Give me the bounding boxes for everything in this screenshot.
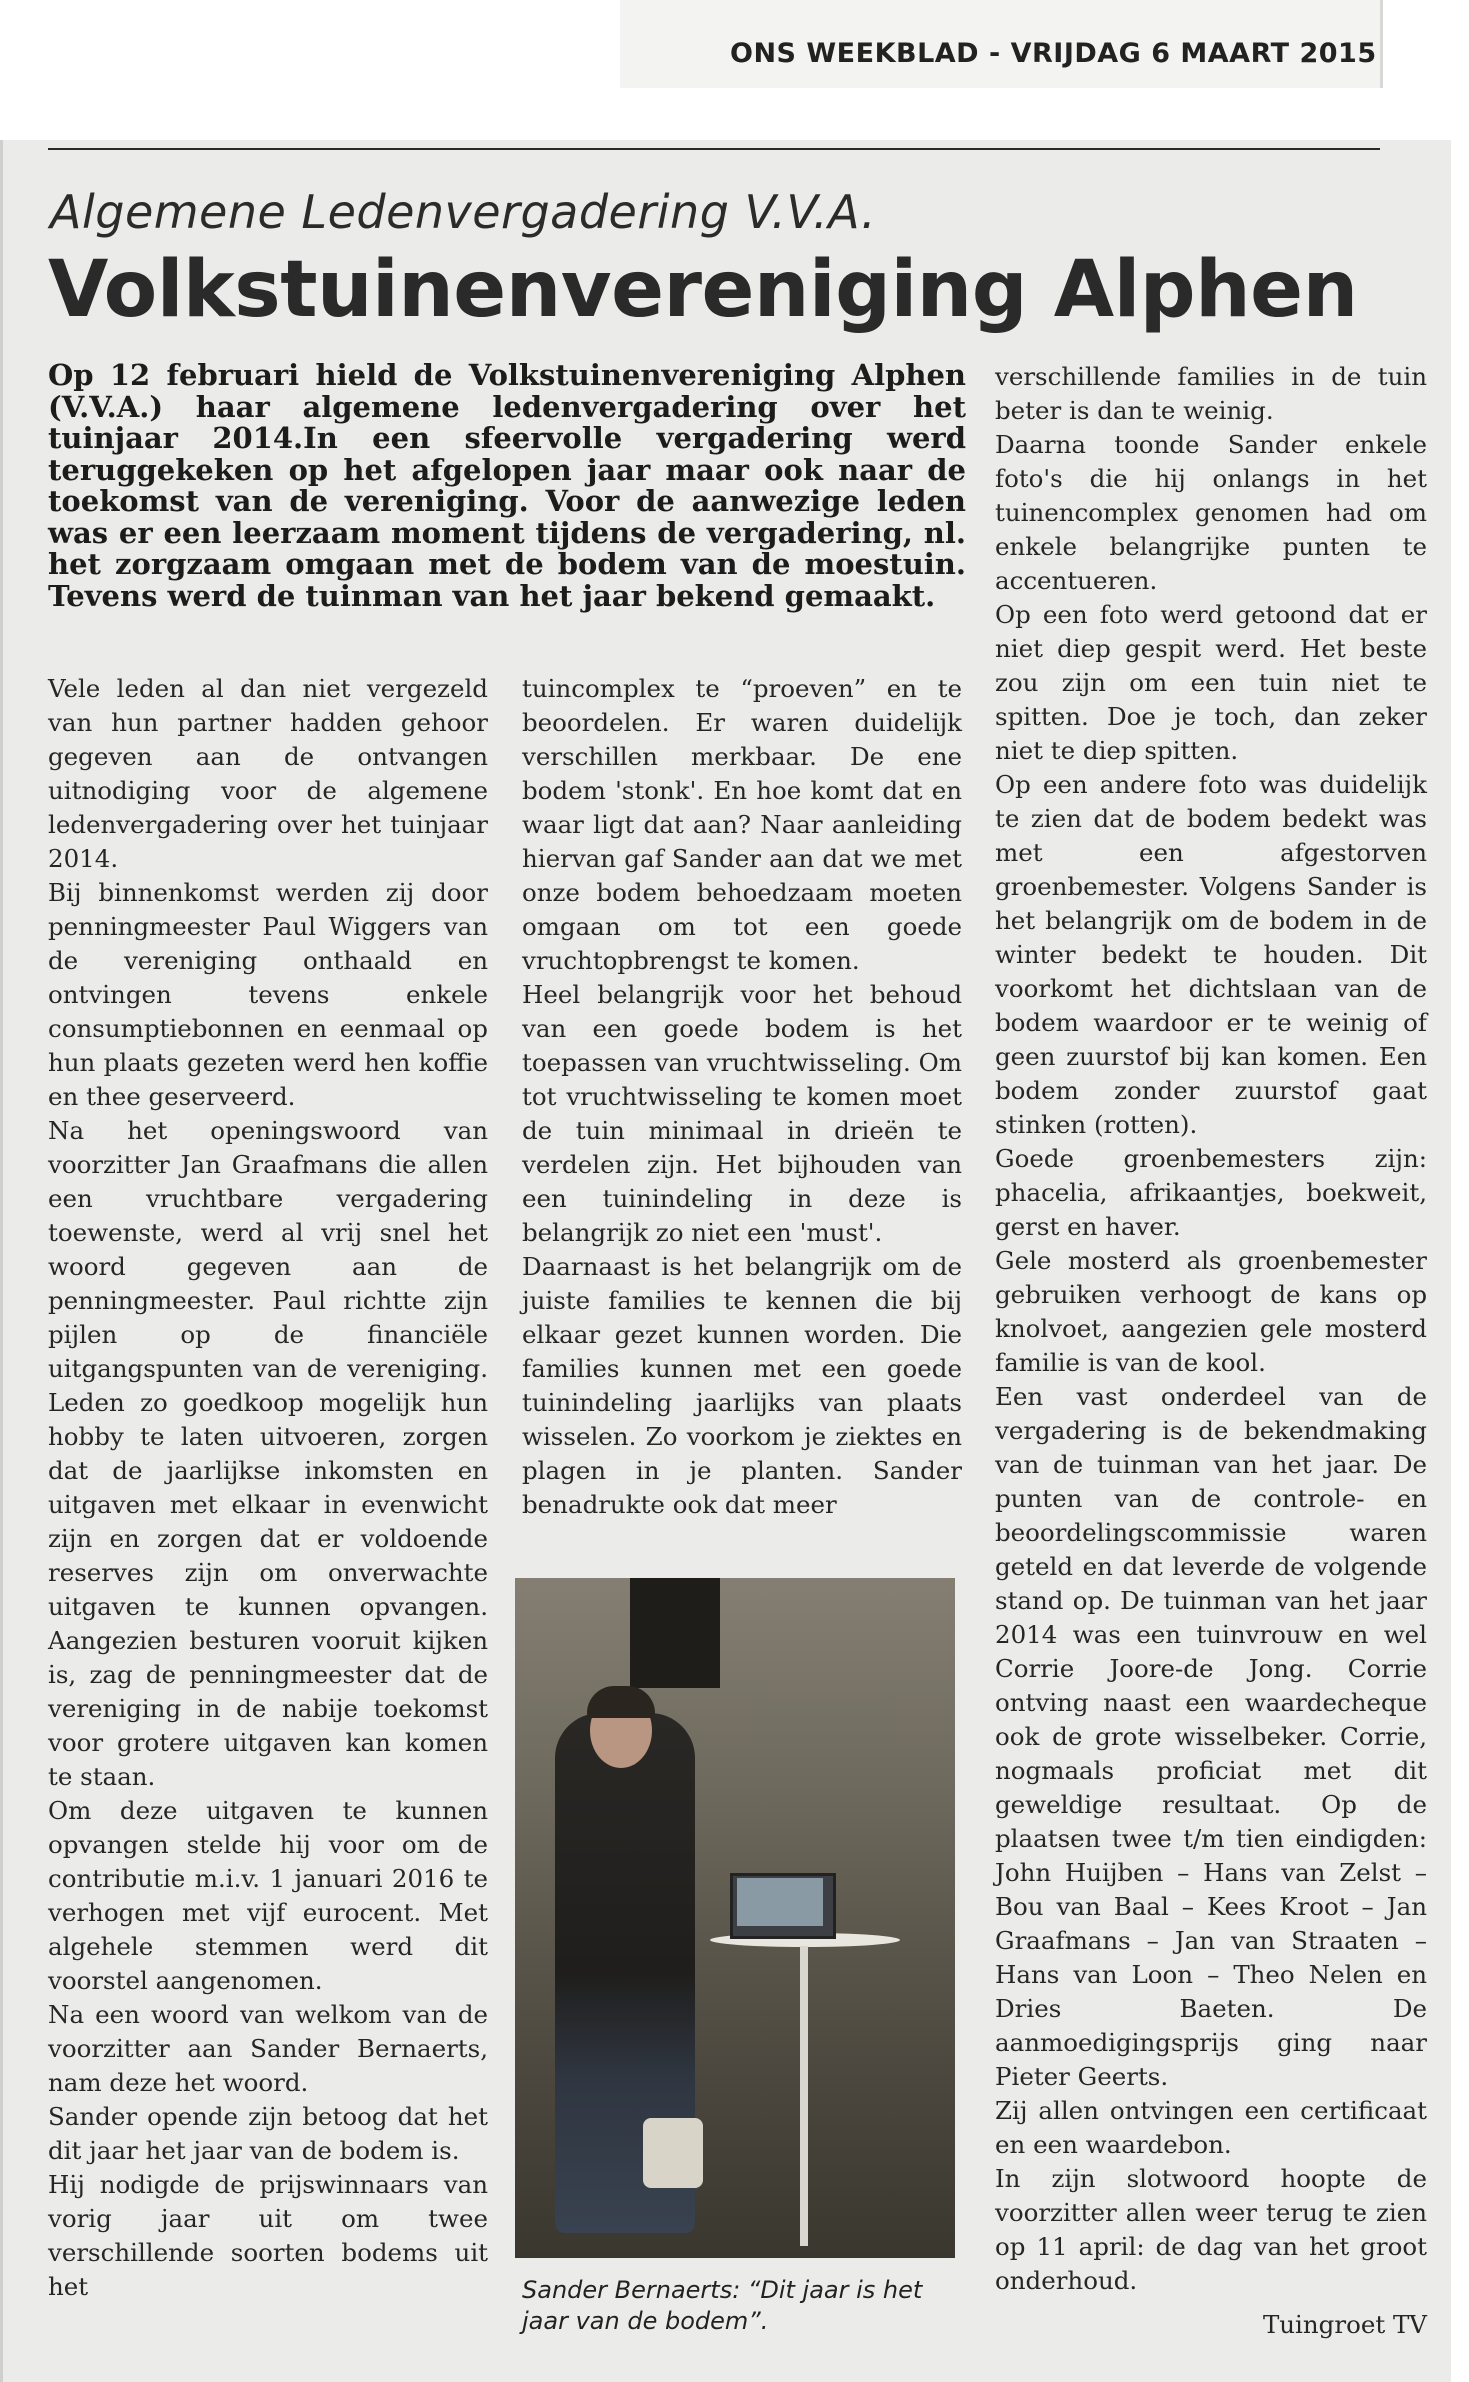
paragraph: Sander opende zijn betoog dat het dit jaar het jaar van de bodem is. <box>48 2102 488 2165</box>
bag-shape <box>643 2118 703 2188</box>
paragraph: Goede groenbemesters zijn: phacelia, afrikaantjes, boekweit, gerst en haver. <box>995 1144 1427 1241</box>
paragraph: Daarnaast is het belangrijk om de juiste families te kennen die bij elkaar gezet kunnen worden. Die families kunnen met een goede tuinindeling jaarlijks van plaats wisselen. Zo voorkom je ziektes en plagen in je planten. Sander benadrukte ook dat meer <box>522 1252 962 1519</box>
paragraph: tuincomplex te “proeven” en te beoordelen. Er waren duidelijk verschillen merkbaar. De ene bodem 'stonk'. En hoe komt dat en waar ligt dat aan? Naar aanleiding hiervan gaf Sander aan dat we met onze bodem behoedzaam moeten omgaan om tot een goede vruchtopbrengst te komen. <box>522 674 962 975</box>
paragraph: Een vast onderdeel van de vergadering is de bekendmaking van de tuinman van het jaar. De punten van de controle- en beoordelingscommissie waren geteld en dat leverde de volgende stand op. De tuinman van het jaar 2014 was een tuinvrouw en wel Corrie Joore-de Jong. Corrie ontving naast een waardecheque ook de grote wisselbeker. Corrie, nogmaals proficiat met dit geweldige resultaat. Op de plaatsen twee t/m tien eindigden: John Huijben – Hans van Zelst – Bou van Baal – Kees Kroot – Jan Graafmans – Jan van Straaten – Hans van Loon – Theo Nelen en Dries Baeten. De aanmoedigingsprijs ging naar Pieter Geerts. <box>995 1382 1427 2091</box>
paragraph: Op een foto werd getoond dat er niet diep gespit werd. Het beste zou zijn om een tuin niet te spitten. Doe je toch, dan zeker niet te diep spitten. <box>995 600 1427 765</box>
article-byline: Tuingroet TV <box>1262 2310 1427 2339</box>
paragraph: Hij nodigde de prijswinnaars van vorig jaar uit om twee verschillende soorten bodems uit het <box>48 2170 488 2301</box>
paragraph: Op een andere foto was duidelijk te zien dat de bodem bedekt was met een afgestorven groenbemester. Volgens Sander is het belangrijk om de bodem in de winter bedekt te houden. Dit voorkomt het dichtslaan van de bodem waardoor er te weinig of geen zuurstof bij kan komen. Een bodem zonder zuurstof gaat stinken (rotten). <box>995 770 1427 1139</box>
table-leg <box>800 1946 808 2246</box>
laptop-screen <box>737 1878 823 1926</box>
paragraph: Na een woord van welkom van de voorzitter aan Sander Bernaerts, nam deze het woord. <box>48 2000 488 2097</box>
paragraph: Na het openingswoord van voorzitter Jan Graafmans die allen een vruchtbare vergadering toewenste, werd al vrij snel het woord gegeven aan de penningmeester. Paul richtte zijn pijlen op de financiële uitgangspunten van de vereniging. Leden zo goedkoop mogelijk hun hobby te laten uitvoeren, zorgen dat de jaarlijkse inkomsten en uitgaven met elkaar in evenwicht zijn en zorgen dat er voldoende reserves zijn om onverwachte uitgaven te kunnen opvangen. Aangezien besturen vooruit kijken is, zag de penningmeester dat de vereniging in de nabije toekomst voor grotere uitgaven kan komen te staan. <box>48 1116 488 1791</box>
paragraph: Om deze uitgaven te kunnen opvangen stelde hij voor om de contributie m.i.v. 1 januari 2016 te verhogen met vijf eurocent. Met algehele stemmen werd dit voorstel aangenomen. <box>48 1796 488 1995</box>
photo-caption: Sander Bernaerts: “Dit jaar is het jaar van de bodem”. <box>522 2276 923 2335</box>
paragraph: In zijn slotwoord hoopte de voorzitter allen weer terug te zien op 11 april: de dag van het groot onderhoud. <box>995 2164 1427 2295</box>
paragraph: Zij allen ontvingen een certificaat en een waardebon. <box>995 2096 1427 2159</box>
paragraph: Daarna toonde Sander enkele foto's die hij onlangs in het tuinencomplex genomen had om enkele belangrijke punten te accentueren. <box>995 430 1427 595</box>
loudspeaker-shape <box>630 1578 720 1688</box>
paragraph: verschillende families in de tuin beter is dan te weinig. <box>995 362 1427 425</box>
top-rule <box>48 148 1380 150</box>
paragraph: Vele leden al dan niet vergezeld van hun partner hadden gehoor gegeven aan de ontvangen uitnodiging voor de algemene ledenvergadering over het tuinjaar 2014. <box>48 674 488 873</box>
person-hair <box>587 1686 655 1718</box>
masthead-text: ONS WEEKBLAD - VRIJDAG 6 MAART 2015 <box>730 38 1377 69</box>
paragraph: Heel belangrijk voor het behoud van een goede bodem is het toepassen van vruchtwisseling. Om tot vruchtwisseling te komen moet de tuin minimaal in drieën te verdelen zijn. Het bijhouden van een tuinindeling in deze is belangrijk zo niet een 'must'. <box>522 980 962 1247</box>
article-column-2 <box>522 672 962 1522</box>
speaker-photo <box>515 1578 955 2258</box>
paragraph: Gele mosterd als groenbemester gebruiken verhoogt de kans op knolvoet, aangezien gele mosterd familie is van de kool. <box>995 1246 1427 1377</box>
paragraph: Bij binnenkomst werden zij door penningmeester Paul Wiggers van de vereniging onthaald en ontvingen tevens enkele consumptiebonnen en eenmaal op hun plaats gezeten werd hen koffie en thee geserveerd. <box>48 878 488 1111</box>
article-headline: Volkstuinenvereniging Alphen <box>48 245 1358 335</box>
masthead-strip <box>620 0 1383 88</box>
article-kicker: Algemene Ledenvergadering V.V.A. <box>50 185 877 239</box>
article-column-3 <box>995 360 1427 2298</box>
article-lead: Op 12 februari hield de Volkstuinenvereniging Alphen (V.V.A.) haar algemene ledenvergadering over het tuinjaar 2014.In een sfeervolle vergadering werd teruggekeken op het afgelopen jaar maar ook naar de toekomst van de vereniging. Voor de aanwezige leden was er een leerzaam moment tijdens de vergadering, nl. het zorgzaam omgaan met de bodem van de moestuin. Tevens werd de tuinman van het jaar bekend gemaakt. <box>48 358 966 613</box>
article-column-1 <box>48 672 488 2304</box>
